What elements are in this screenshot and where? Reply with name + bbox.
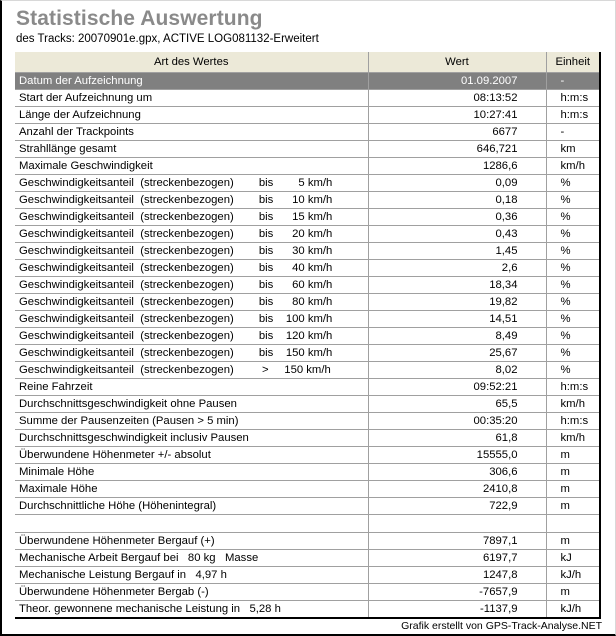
table-row[interactable]	[15, 533, 600, 550]
row-value: 0,09	[368, 175, 546, 192]
row-label: Geschwindigkeitsanteil (streckenbezogen) bis 15 km/h	[15, 209, 368, 226]
row-value: 09:52:21	[368, 379, 546, 396]
row-label: Geschwindigkeitsanteil (streckenbezogen) > 150 km/h	[15, 362, 368, 379]
row-label: Geschwindigkeitsanteil (streckenbezogen) bis 5 km/h	[15, 175, 368, 192]
row-label: Durchschnittliche Höhe (Höhenintegral)	[15, 498, 368, 515]
table-row[interactable]	[15, 601, 600, 619]
row-value: 1247,8	[368, 567, 546, 584]
table-row[interactable]	[15, 124, 600, 141]
row-unit: kJ/h	[546, 601, 600, 619]
row-label: Anzahl der Trackpoints	[15, 124, 368, 141]
row-unit: kJ/h	[546, 567, 600, 584]
row-unit: %	[546, 362, 600, 379]
row-unit: km	[546, 141, 600, 158]
row-value: 6677	[368, 124, 546, 141]
table-row[interactable]	[15, 515, 600, 533]
table-row[interactable]	[15, 294, 600, 311]
table-row[interactable]	[15, 345, 600, 362]
row-value: 25,67	[368, 345, 546, 362]
row-unit: m	[546, 447, 600, 464]
row-unit: h:m:s	[546, 90, 600, 107]
table-row[interactable]	[15, 567, 600, 584]
row-unit: %	[546, 277, 600, 294]
row-label: Geschwindigkeitsanteil (streckenbezogen) bis 120 km/h	[15, 328, 368, 345]
table-row[interactable]	[15, 107, 600, 124]
row-unit: km/h	[546, 430, 600, 447]
table-row[interactable]	[15, 243, 600, 260]
row-label: Maximale Höhe	[15, 481, 368, 498]
row-unit: %	[546, 209, 600, 226]
row-label: Durchschnittsgeschwindigkeit inclusiv Pausen	[15, 430, 368, 447]
row-value: -1137,9	[368, 601, 546, 619]
row-label: Geschwindigkeitsanteil (streckenbezogen) bis 60 km/h	[15, 277, 368, 294]
row-label: Überwundene Höhenmeter Bergab (-)	[15, 584, 368, 601]
table-row[interactable]	[15, 73, 600, 90]
row-value: -7657,9	[368, 584, 546, 601]
row-value: 0,36	[368, 209, 546, 226]
row-label: Minimale Höhe	[15, 464, 368, 481]
row-unit: %	[546, 175, 600, 192]
row-label: Geschwindigkeitsanteil (streckenbezogen) bis 20 km/h	[15, 226, 368, 243]
row-unit: kJ	[546, 550, 600, 567]
row-label: Geschwindigkeitsanteil (streckenbezogen) bis 100 km/h	[15, 311, 368, 328]
table-row[interactable]	[15, 447, 600, 464]
table-row[interactable]	[15, 158, 600, 175]
row-label: Maximale Geschwindigkeit	[15, 158, 368, 175]
row-value: 1,45	[368, 243, 546, 260]
row-value	[368, 515, 546, 533]
row-value: 2,6	[368, 260, 546, 277]
table-row[interactable]	[15, 584, 600, 601]
row-value: 01.09.2007	[368, 73, 546, 90]
row-value: 8,02	[368, 362, 546, 379]
row-value: 10:27:41	[368, 107, 546, 124]
table-row[interactable]	[15, 396, 600, 413]
row-unit: -	[546, 124, 600, 141]
table-row[interactable]	[15, 464, 600, 481]
row-value: 8,49	[368, 328, 546, 345]
row-value: 00:35:20	[368, 413, 546, 430]
row-unit: h:m:s	[546, 379, 600, 396]
row-value: 7897,1	[368, 533, 546, 550]
table-row[interactable]	[15, 379, 600, 396]
row-unit: %	[546, 328, 600, 345]
row-unit: %	[546, 260, 600, 277]
table-row[interactable]	[15, 209, 600, 226]
row-value: 14,51	[368, 311, 546, 328]
row-label: Datum der Aufzeichnung	[15, 73, 368, 90]
row-label: Mechanische Leistung Bergauf in 4,97 h	[15, 567, 368, 584]
track-subtitle: des Tracks: 20070901e.gpx, ACTIVE LOG081132-Erweitert	[16, 33, 319, 45]
row-value: 6197,7	[368, 550, 546, 567]
row-unit	[546, 515, 600, 533]
row-value: 65,5	[368, 396, 546, 413]
column-header-value[interactable]: Wert	[368, 52, 546, 73]
row-label: Überwundene Höhenmeter Bergauf (+)	[15, 533, 368, 550]
row-label	[15, 515, 368, 533]
row-label: Durchschnittsgeschwindigkeit ohne Pausen	[15, 396, 368, 413]
column-header-type[interactable]: Art des Wertes	[15, 52, 368, 73]
statistics-table	[15, 52, 601, 619]
table-row[interactable]	[15, 430, 600, 447]
row-unit: m	[546, 464, 600, 481]
table-row[interactable]	[15, 260, 600, 277]
row-unit: %	[546, 192, 600, 209]
row-value: 0,43	[368, 226, 546, 243]
table-row[interactable]	[15, 141, 600, 158]
row-value: 19,82	[368, 294, 546, 311]
row-label: Länge der Aufzeichnung	[15, 107, 368, 124]
row-value: 306,6	[368, 464, 546, 481]
row-label: Überwundene Höhenmeter +/- absolut	[15, 447, 368, 464]
row-value: 61,8	[368, 430, 546, 447]
row-value: 646,721	[368, 141, 546, 158]
row-label: Geschwindigkeitsanteil (streckenbezogen) bis 80 km/h	[15, 294, 368, 311]
table-row[interactable]	[15, 413, 600, 430]
credit-footer: Grafik erstellt von GPS-Track-Analyse.NET	[401, 620, 602, 632]
row-unit: %	[546, 226, 600, 243]
row-value: 1286,6	[368, 158, 546, 175]
table-row[interactable]	[15, 311, 600, 328]
row-label: Mechanische Arbeit Bergauf bei 80 kg Masse	[15, 550, 368, 567]
table-row[interactable]	[15, 192, 600, 209]
row-unit: m	[546, 533, 600, 550]
row-unit: h:m:s	[546, 107, 600, 124]
row-unit: m	[546, 481, 600, 498]
row-label: Geschwindigkeitsanteil (streckenbezogen) bis 150 km/h	[15, 345, 368, 362]
table-row[interactable]	[15, 277, 600, 294]
row-value: 18,34	[368, 277, 546, 294]
table-header-row	[15, 52, 600, 73]
row-label: Geschwindigkeitsanteil (streckenbezogen) bis 40 km/h	[15, 260, 368, 277]
table-row[interactable]	[15, 481, 600, 498]
table-row[interactable]	[15, 226, 600, 243]
table-row[interactable]	[15, 90, 600, 107]
row-unit: h:m:s	[546, 413, 600, 430]
page-title: Statistische Auswertung	[16, 7, 263, 30]
table-row[interactable]	[15, 175, 600, 192]
row-unit: %	[546, 243, 600, 260]
row-label: Summe der Pausenzeiten (Pausen > 5 min)	[15, 413, 368, 430]
row-label: Geschwindigkeitsanteil (streckenbezogen) bis 10 km/h	[15, 192, 368, 209]
table-row[interactable]	[15, 328, 600, 345]
row-label: Reine Fahrzeit	[15, 379, 368, 396]
row-label: Geschwindigkeitsanteil (streckenbezogen) bis 30 km/h	[15, 243, 368, 260]
row-value: 0,18	[368, 192, 546, 209]
row-unit: km/h	[546, 396, 600, 413]
row-unit: m	[546, 584, 600, 601]
row-value: 2410,8	[368, 481, 546, 498]
row-label: Theor. gewonnene mechanische Leistung in 5,28 h	[15, 601, 368, 619]
row-unit: %	[546, 345, 600, 362]
row-value: 08:13:52	[368, 90, 546, 107]
column-header-unit[interactable]: Einheit	[546, 52, 600, 73]
row-unit: %	[546, 311, 600, 328]
row-unit: km/h	[546, 158, 600, 175]
row-unit: %	[546, 294, 600, 311]
table-row[interactable]	[15, 550, 600, 567]
row-unit: -	[546, 73, 600, 90]
row-label: Start der Aufzeichnung um	[15, 90, 368, 107]
row-unit: m	[546, 498, 600, 515]
row-value: 722,9	[368, 498, 546, 515]
table-row[interactable]	[15, 362, 600, 379]
row-label: Strahllänge gesamt	[15, 141, 368, 158]
table-row[interactable]	[15, 498, 600, 515]
row-value: 15555,0	[368, 447, 546, 464]
